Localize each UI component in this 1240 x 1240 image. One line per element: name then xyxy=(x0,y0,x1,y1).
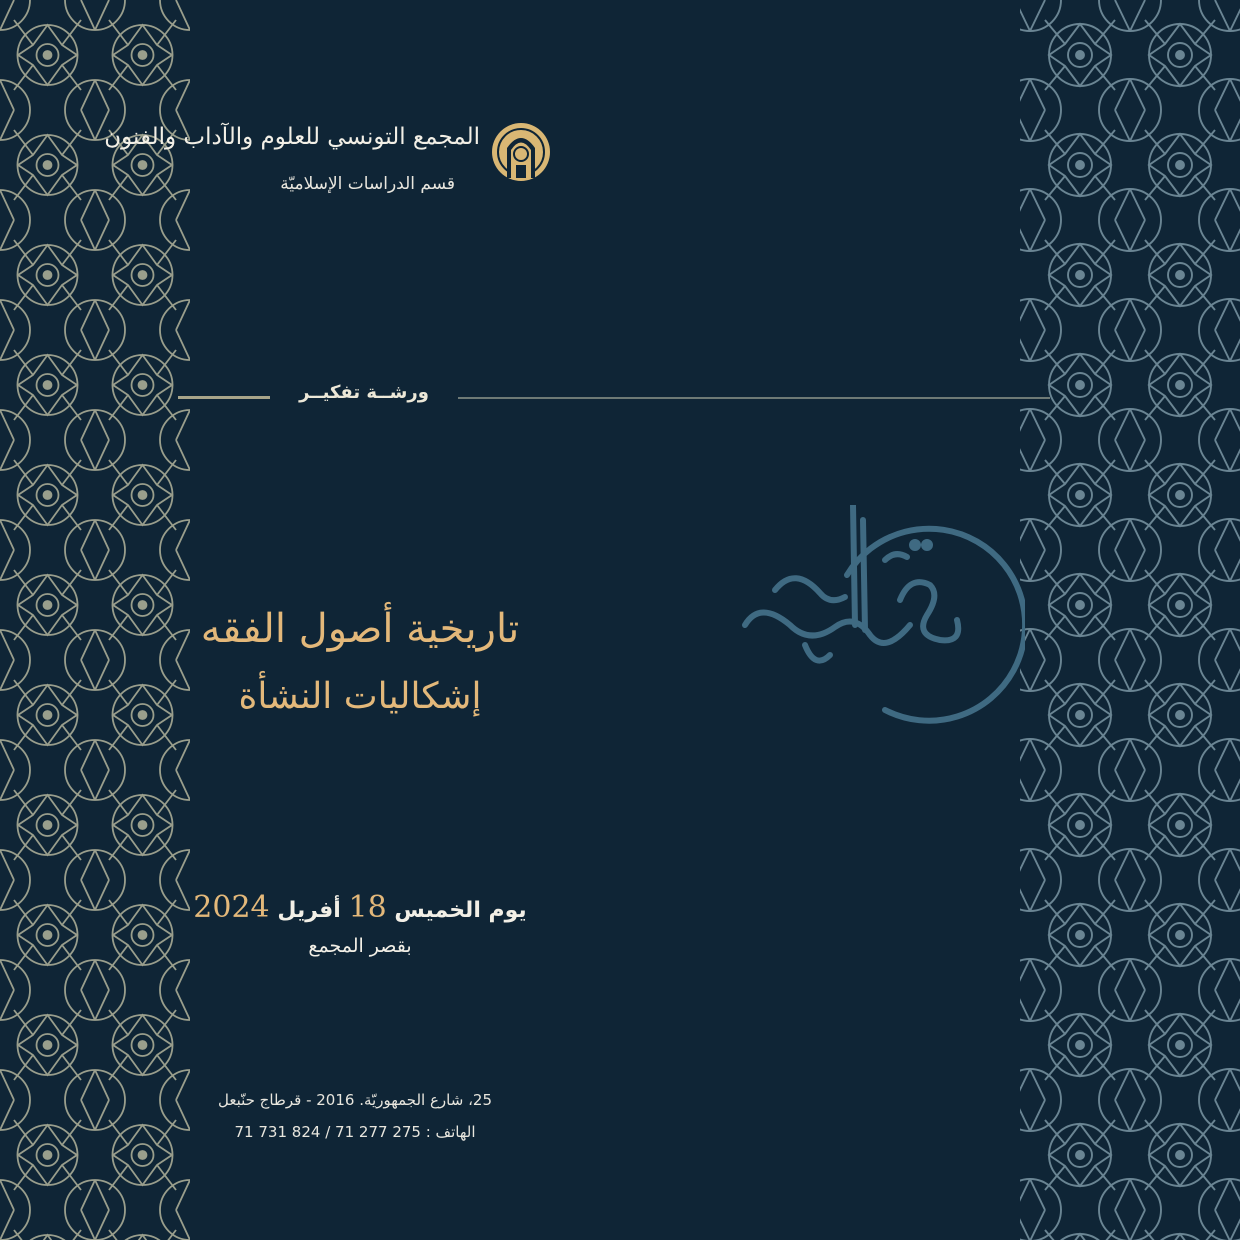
event-date-block xyxy=(170,888,550,961)
event-venue: بقصر المجمع xyxy=(308,935,412,957)
day-number: 18 xyxy=(348,890,387,925)
divider-rule-right xyxy=(458,397,1050,399)
academy-logo-icon xyxy=(490,118,552,190)
event-date xyxy=(170,888,550,931)
workshop-type-label: ورشــة تفكيــر xyxy=(299,382,429,403)
event-title-block xyxy=(170,600,550,726)
workshop-divider xyxy=(178,382,1050,414)
dept-name: قسم الدراسات الإسلاميّة xyxy=(280,174,455,194)
event-subtitle: إشكاليات النشأة xyxy=(238,676,482,717)
phone-line: الهاتف : 275 277 71 / 824 731 71 xyxy=(234,1123,476,1141)
contact-block xyxy=(170,1084,540,1148)
address-line: 25، شارع الجمهوريّة. 2016 - قرطاج حنّبعل xyxy=(217,1091,493,1109)
divider-rule-left xyxy=(178,396,270,399)
event-title: تاريخية أصول الفقه xyxy=(200,606,520,652)
left-ornament-band xyxy=(0,0,190,1240)
year: 2024 xyxy=(193,890,270,925)
header xyxy=(104,110,570,210)
right-ornament-band xyxy=(1020,0,1240,1240)
org-name: المجمع التونسي للعلوم والآداب والفنون xyxy=(104,124,480,150)
month-label: أفريل xyxy=(277,898,341,923)
calligraphy-emblem xyxy=(735,505,1025,730)
day-label: يوم الخميس xyxy=(394,898,527,923)
